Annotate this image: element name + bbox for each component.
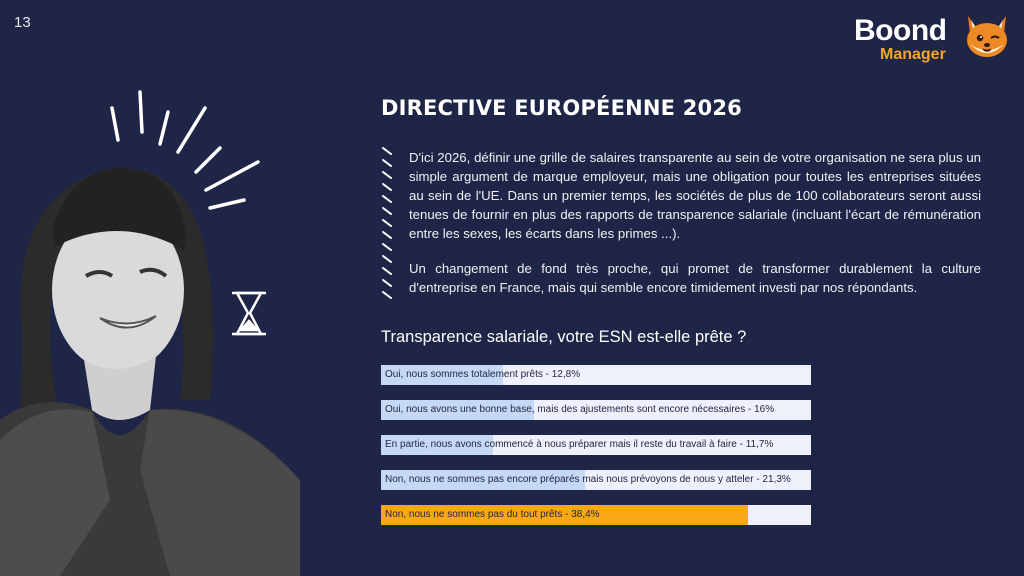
decorative-dashes xyxy=(381,146,393,304)
portrait-photo xyxy=(0,80,320,576)
body-paragraph: D'ici 2026, définir une grille de salaires transparente au sein de votre organisation ne sera plus un simple argument de marque employeur, mais une obligation pour toutes les entreprises situées au sein de l'UE. Dans un premier temps, les sociétés de plus de 100 collaborateurs seront aussi tenues de fournir en plus des rapports de transparence salariale (incluant l'écart de rémunération entre les sexes, les écarts dans les primes ...). xyxy=(409,150,981,241)
section-title: DIRECTIVE EUROPÉENNE 2026 xyxy=(381,96,742,120)
bar-label: Oui, nous avons une bonne base, mais des ajustements sont encore nécessaires - 16% xyxy=(385,404,775,415)
logo-brand: Boond xyxy=(854,14,947,47)
bar-label: Non, nous ne sommes pas du tout prêts - 38,4% xyxy=(385,509,600,520)
body-paragraph: Un changement de fond très proche, qui promet de transformer durablement la culture d'entreprise en France, mais qui semble encore timidement investi par nos répondants. xyxy=(409,261,981,295)
bar-label: En partie, nous avons commencé à nous préparer mais il reste du travail à faire - 11,7% xyxy=(385,439,774,450)
bar-track xyxy=(381,470,811,490)
bar-track xyxy=(381,400,811,420)
chart-title: Transparence salariale, votre ESN est-elle prête ? xyxy=(381,328,747,346)
hourglass-icon xyxy=(232,293,266,334)
boond-manager-logo xyxy=(854,10,1014,68)
logo-product: Manager xyxy=(880,46,946,63)
bar-label: Oui, nous sommes totalement prêts - 12,8% xyxy=(385,369,581,380)
page-number: 13 xyxy=(14,14,31,31)
bar-track xyxy=(381,505,811,525)
bar-label: Non, nous ne sommes pas encore préparés mais nous prévoyons de nous y atteler - 21,3% xyxy=(385,474,791,485)
bar-track xyxy=(381,365,811,385)
fox-mascot-icon xyxy=(960,10,1014,64)
bar-track xyxy=(381,435,811,455)
